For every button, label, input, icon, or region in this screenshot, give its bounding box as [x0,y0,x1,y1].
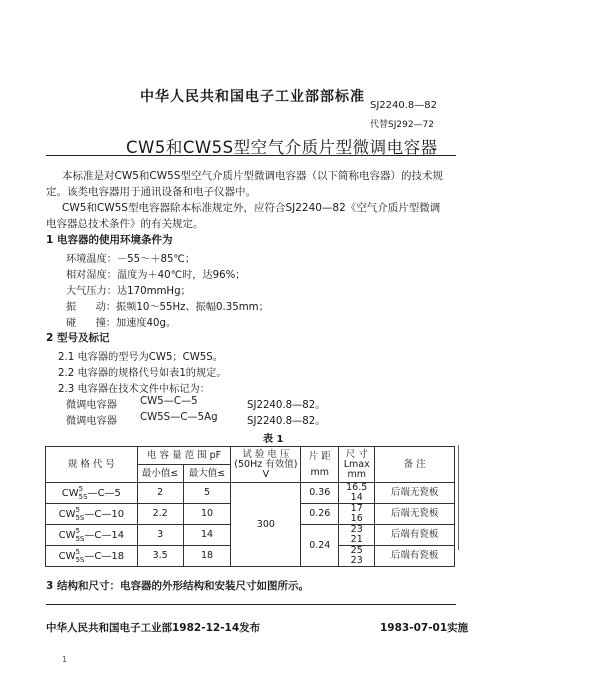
row-max: 18 [183,546,231,567]
row-remark: 后端有瓷板 [375,525,455,546]
intro-p2-line1: CW5和CW5S型电容器除本标准规定外，应符合SJ2240—82《空气介质片型微调 [62,202,441,214]
title-rule [46,155,456,156]
mark-name-2: 微调电容器 [66,416,117,427]
row-size: 16.5 14 [339,483,375,504]
mark-code-2: CW5S—C—5Ag [140,412,218,423]
header-remark: 备 注 [375,447,455,483]
section2-heading: 2 型号及标记 [46,332,110,344]
row-min: 3.5 [137,546,183,567]
mark-name-1: 微调电容器 [66,400,117,411]
header-size: 尺 寸 Lmax mm [339,447,375,483]
row-size: 25 23 [339,546,375,567]
header-cap-range: 电 容 量 范 围 pF [137,447,231,465]
row-min: 2.2 [137,504,183,525]
intro-p1-line2: 定。该类电容器用于通讯设备和电子仪器中。 [46,186,256,198]
env-temp: 环境温度：－55～＋85℃； [66,254,196,265]
row-remark: 后端有瓷板 [375,546,455,567]
mark-std-2: SJ2240.8—82。 [247,416,326,427]
header-model: 规 格 代 号 [46,447,138,483]
intro-p2-line2: 电容器总技术条件》的有关规定。 [46,218,204,230]
test-voltage-value: 300 [231,483,301,567]
header-pitch: 片 距 mm [301,447,339,483]
replaces-note: 代替SJ292—72 [370,120,434,130]
section2-1: 2.1 电容器的型号为CW5；CW5S。 [58,352,223,363]
page-number: 1 [62,655,68,664]
section1-heading: 1 电容器的使用环境条件为 [46,234,173,246]
mark-code-1: CW5—C—5 [140,396,198,407]
env-vibration: 振 动：振频10～55Hz、振幅0.35mm； [66,302,269,313]
env-bump: 碰 撞：加速度40g。 [66,318,177,329]
row-model: CW5 5S—C—14 [46,525,138,546]
footer-issued: 中华人民共和国电子工业部1982-12-14发布 [46,622,261,634]
row-min: 2 [137,483,183,504]
section2-3: 2.3 电容器在技术文件中标记为： [58,384,210,395]
mark-std-1: SJ2240.8—82。 [247,400,326,411]
row-max: 14 [183,525,231,546]
row-pitch-merged: 0.24 [301,525,339,567]
footer-effective: 1983-07-01实施 [380,622,469,634]
row-remark: 后端无瓷板 [375,483,455,504]
row-size: 23 21 [339,525,375,546]
header-min: 最小值≤ [137,465,183,483]
table-row [46,483,455,504]
env-pressure: 大气压力：达170mmHg； [66,286,191,297]
table-caption: 表 1 [263,434,284,445]
intro-p1-line1: 本标准是对CW5和CW5S型空气介质片型微调电容器（以下简称电容器）的技术规 [62,170,443,182]
document-title: CW5和CW5S型空气介质片型微调电容器 [126,138,438,157]
row-max: 5 [183,483,231,504]
row-pitch: 0.36 [301,483,339,504]
env-humidity: 相对湿度：温度为＋40℃时，达96%； [66,270,246,281]
row-pitch: 0.26 [301,504,339,525]
row-min: 3 [137,525,183,546]
section3-text: 3 结构和尺寸：电容器的外形结构和安装尺寸如图所示。 [46,580,309,592]
row-remark: 后端无瓷板 [375,504,455,525]
org-title: 中华人民共和国电子工业部部标准 [140,89,365,105]
row-model: CW5 5S—C—18 [46,546,138,567]
footer-rule [46,604,456,605]
section2-2: 2.2 电容器的规格代号如表1的规定。 [58,368,227,379]
row-model: CW5 5S—C—5 [46,483,138,504]
row-max: 10 [183,504,231,525]
row-model: CW5 5S—C—10 [46,504,138,525]
header-test-voltage: 试 验 电 压 (50Hz 有效值) V [231,447,301,483]
header-max: 最大值≤ [183,465,231,483]
standard-number: SJ2240.8—82 [370,100,438,111]
row-size: 17 16 [339,504,375,525]
scan-mark [458,445,459,550]
spec-table [45,446,455,567]
